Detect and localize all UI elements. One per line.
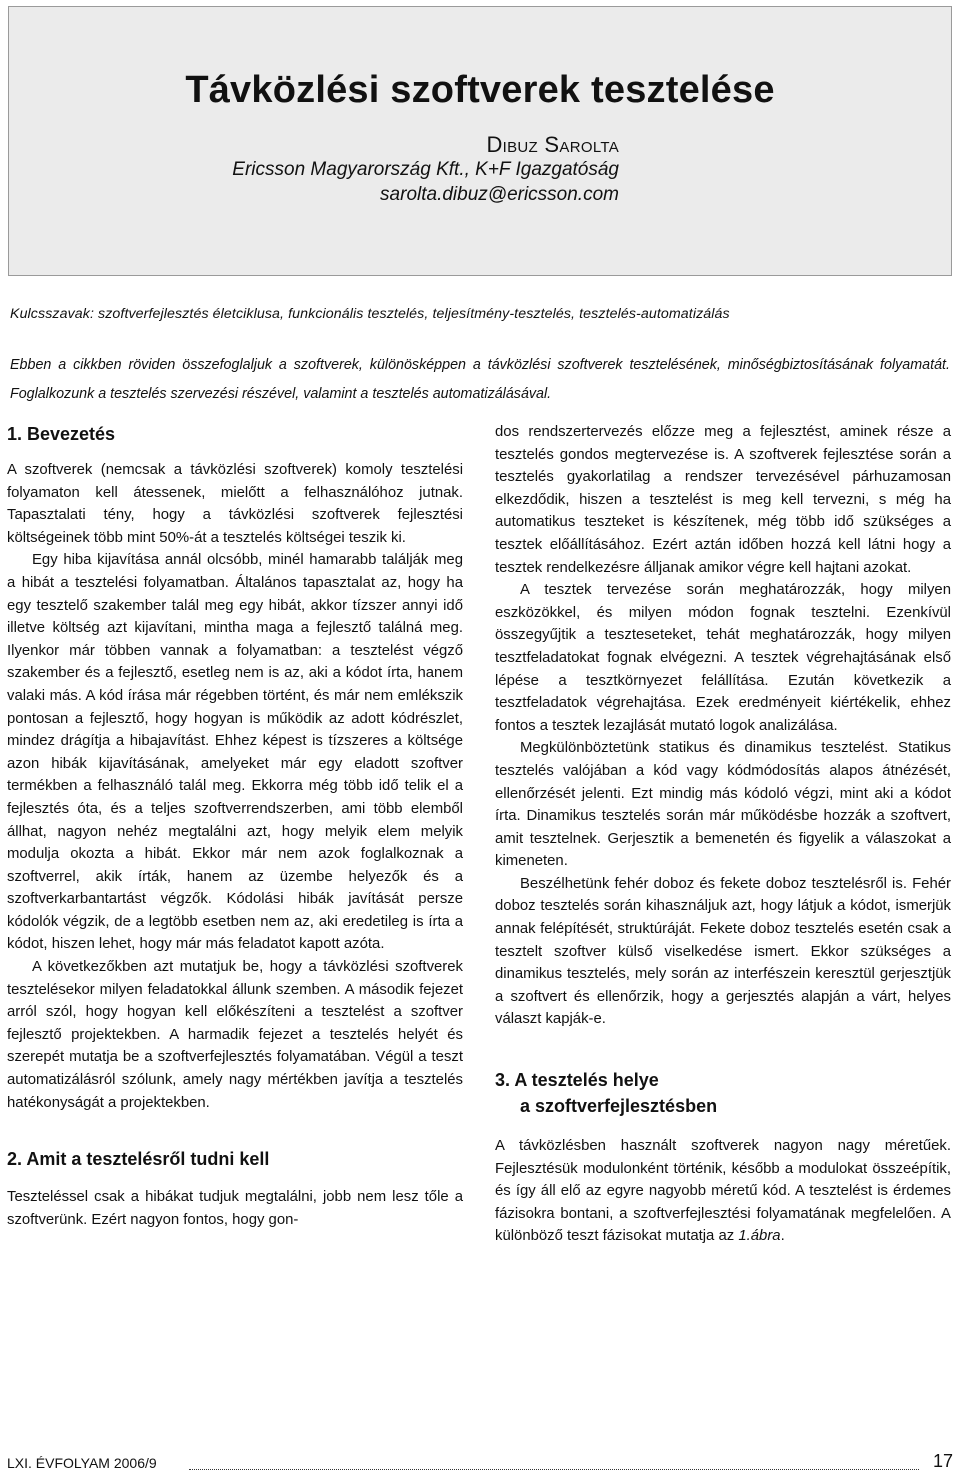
right-column	[495, 421, 951, 1248]
paragraph-end: .	[780, 1228, 785, 1245]
section-3-heading-line1: 3. A tesztelés helye	[495, 1070, 659, 1091]
footer-dotted-rule	[189, 1469, 919, 1470]
journal-issue: LXI. ÉVFOLYAM 2006/9	[7, 1455, 157, 1471]
paragraph: Beszélhetünk fehér doboz és fekete doboz tesztelésről is. Fehér doboz tesztelés során kihasználjuk azt, hogy látjuk a kódot, ismerjük annak felépítését, struktúráját. Fekete doboz tesztelés esetén csak a tesztelt szoftver külső viselkedése ismert. Ekkor szükséges a dinamikus tesztelés, mely során az interfészein keresztül gerjesztjük a szoftvert és ellenőrzik, hogy a gerjesztés alapján a várt, helyes választ kapják-e.	[495, 875, 951, 1028]
paragraph: A szoftverek (nemcsak a távközlési szoftverek) komoly tesztelési folyamaton kell átessenek, mielőtt a felhasználóhoz jutnak. Tapasztalati tény, hogy a távközlési szoftverek fejlesztési költségeinek több mint 50%-át a tesztelés költségei teszik ki.	[7, 462, 463, 546]
author-affiliation: Ericsson Magyarország Kft., K+F Igazgatóság	[232, 159, 619, 180]
paragraph: dos rendszertervezés előzze meg a fejlesztést, aminek része a tesztelés gondos megtervezése is. A szoftverek fejlesztése során a tesztelés gyakorlatilag a rendszer tervezésével párhuzamosan elkezdődik, hiszen a tesztelést is meg kell tervezni, s még ha automatikus teszteket is készítenek, még több idő szükséges a tesztek előállításához. Ezért aztán időben hozzá kell látni hogy a tesztek rendelkezésre álljanak amikor végre kell hajtani azokat.	[495, 424, 951, 576]
figure-reference: 1.ábra	[738, 1228, 781, 1245]
paragraph: A tesztek tervezése során meghatározzák, hogy milyen eszközökkel, és milyen módon fognak tesztelni. Ezenkívül összegyűjtik a teszteseteket, tehát meghatározzák, hogy milyen tesztfeladatokat fognak elvégezni. A tesztek végrehajtásának első lépése a tesztkörnyezet felállítása. Ezután következik a tesztfeladatok végrehajtása. Ezek eredményeit kiértékelik, ehhez fontos a tesztek lezajlását mutató logok analizálása.	[495, 582, 951, 734]
author-email: sarolta.dibuz@ericsson.com	[380, 184, 619, 205]
author-name: Dibuz Sarolta	[486, 132, 619, 157]
section-1-heading: 1. Bevezetés	[7, 424, 116, 444]
article-title: Távközlési szoftverek tesztelése	[185, 69, 775, 111]
paragraph-text: A távközlésben használt szoftverek nagyon nagy méretűek. Fejlesztésük modulonként történik, később a modulokat összeépítik, és így áll elő az egyre nagyobb méretű kód. A tesztelést is érdemes fázisokra bontani, a szoftverfejlesztési folyamatának megfelelően. A különböző teszt fázisokat mutatja az	[495, 1138, 951, 1245]
keywords: Kulcsszavak: szoftverfejlesztés életciklusa, funkcionális tesztelés, teljesítmény-tesztelés, tesztelés-automatizálás	[10, 306, 730, 322]
footer	[7, 1451, 953, 1473]
author-block	[232, 132, 619, 207]
paragraph: A következőkben azt mutatjuk be, hogy a távközlési szoftverek tesztelésekor milyen feladatokkal állunk szemben. A második fejezet arról szól, hogy hogyan kell előkészíteni a tesztelést a szoftver fejlesztő projektekben. A harmadik fejezet a tesztelés helyét és szerepét mutatja be a szoftverfejlesztés folyamatában. Végül a teszt automatizálásról szólunk, amely nagy mértékben javítja a tesztelés hatékonyságát a projektekben.	[7, 959, 463, 1111]
paragraph: Teszteléssel csak a hibákat tudjuk megtalálni, jobb nem lesz tőle a szoftverünk. Ezért nagyon fontos, hogy gon-	[7, 1189, 463, 1228]
header-box	[8, 6, 952, 276]
paragraph: Megkülönböztetünk statikus és dinamikus tesztelést. Statikus tesztelés valójában a kód vagy kódmódosítás alapos átnézését, ellenőrzését jelenti. Ezt mindig más kódoló végzi, mint aki a kódot írta. Dinamikus tesztelés során már működésbe hozzák a szoftvert, amit tesztelnek. Gerjesztik a bemenetén és figyelik a válaszokat a kimeneten.	[495, 740, 951, 870]
paragraph: Egy hiba kijavítása annál olcsóbb, minél hamarabb találják meg a hibát a tesztelési folyamatban. Általános tapasztalat az, hogy ha egy tesztelő szakember talál meg egy hibát, akkor tízszer annyi idő illetve költség azt kijavítani, mintha maga a fejlesztő találná meg. Ilyenkor már többen vannak a folyamatban: a tesztelést végző szakember és a fejlesztő, esetleg nem is az, aki a kódot írta, hanem valaki más. A kód írása már régebben történt, és már nem emlékszik pontosan a fejlesztő, hogy hogyan is működik az adott kódrészlet, mindez drágítja a hibajavítást. Ehhez képest is tízszeres a költsége azon hibák kijavításának, amelyeket már egy eladott szoftver termékben a felhasználó talál meg. Ekkorra még több idő telik el a fejlesztés óta, és a teljes szoftverrendszerben, ami több elemből állhat, nagyon nehéz megtalálni azt, hogy melyik elem melyik modulja okozta a hibát. Ekkor már nem azok foglalkoznak a szoftverrel, akik írták, hanem az üzembe helyezők és a szoftverkarbantartást végzők. Kódolási hibák javítását persze kódolók végzik, de a legtöbb esetben nem az, aki eredetileg is írta a kódot, hiszen lehet, hogy már más feladatot kapott azóta.	[7, 552, 463, 953]
page-number: 17	[932, 1451, 953, 1471]
section-3-heading	[495, 1067, 951, 1119]
abstract: Ebben a cikkben röviden összefoglaljuk a szoftverek, különösképpen a távközlési szoftverek tesztelésének, minőségbiztosításának folyamatát. Foglalkozunk a tesztelés szervezési részével, valamint a tesztelés automatizálásával.	[10, 357, 950, 402]
section-3-heading-line2: a szoftverfejlesztésben	[520, 1096, 718, 1117]
left-column	[7, 421, 463, 1231]
section-2-heading: 2. Amit a tesztelésről tudni kell	[7, 1149, 270, 1170]
paragraph	[495, 1135, 951, 1248]
